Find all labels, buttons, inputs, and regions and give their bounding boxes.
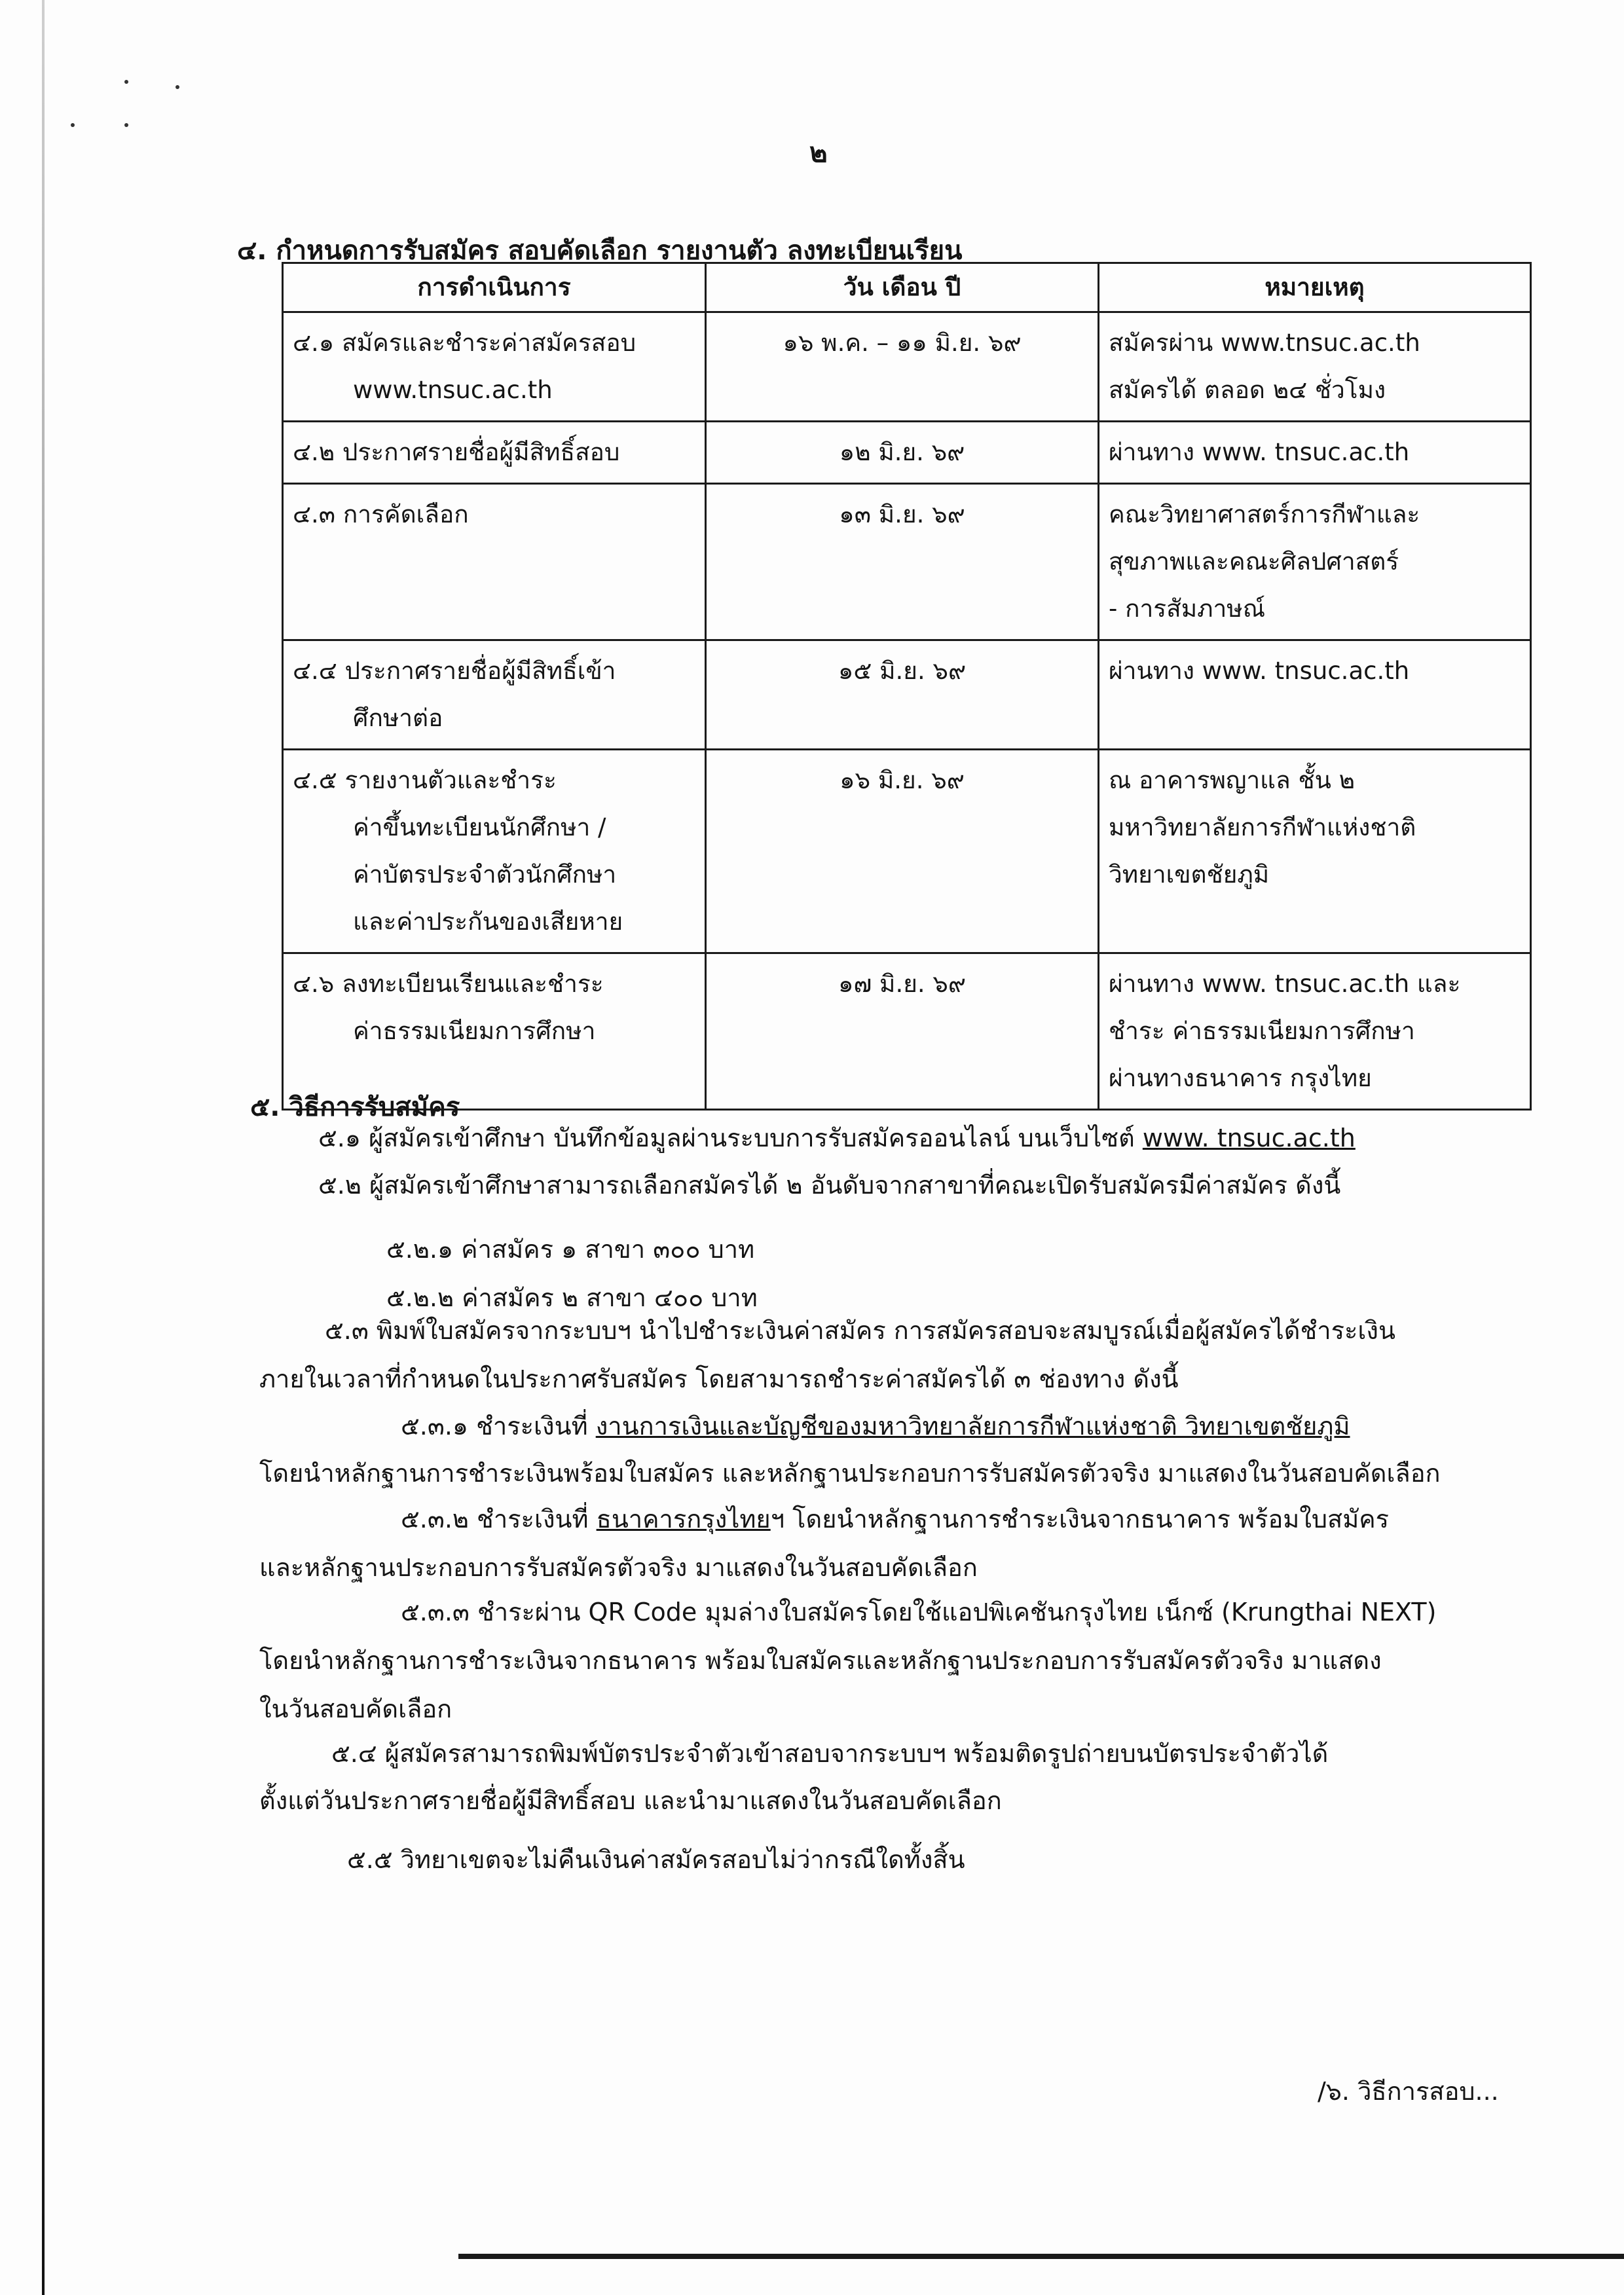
date-cell: ๑๖ พ.ค. – ๑๑ มิ.ย. ๖๙ bbox=[706, 312, 1099, 422]
item-5-2-1: ๕.๒.๑ ค่าสมัคร ๑ สาขา ๓๐๐ บาท bbox=[386, 1235, 755, 1264]
item-5-3-3-line-2: โดยนำหลักฐานการชำระเงินจากธนาคาร พร้อมใบสมัครและหลักฐานประกอบการรับสมัครตัวจริง มาแสดง bbox=[259, 1646, 1382, 1675]
item-5-3-line-2: ภายในเวลาที่กำหนดในประกาศรับสมัคร โดยสามารถชำระค่าสมัครได้ ๓ ช่องทาง ดังนี้ bbox=[259, 1365, 1179, 1393]
note-text: มหาวิทยาลัยการกีฬาแห่งชาติ bbox=[1109, 813, 1416, 841]
table-row bbox=[283, 312, 1531, 422]
scan-edge-left bbox=[42, 0, 45, 2295]
table-row bbox=[283, 953, 1531, 1110]
column-header-date: วัน เดือน ปี bbox=[706, 263, 1099, 312]
item-5-3-2-text: ๕.๓.๒ ชำระเงินที่ bbox=[401, 1505, 597, 1533]
note-cell bbox=[1099, 312, 1531, 422]
note-cell bbox=[1099, 953, 1531, 1110]
table-row bbox=[283, 422, 1531, 484]
note-cell bbox=[1099, 640, 1531, 750]
note-text: ผ่านทางธนาคาร กรุงไทย bbox=[1109, 1064, 1372, 1092]
item-5-2-2: ๕.๒.๒ ค่าสมัคร ๒ สาขา ๔๐๐ บาท bbox=[386, 1283, 758, 1312]
note-cell bbox=[1099, 422, 1531, 484]
item-5-4-line-2: ตั้งแต่วันประกาศรายชื่อผู้มีสิทธิ์สอบ และนำมาแสดงในวันสอบคัดเลือก bbox=[259, 1786, 1002, 1815]
step-text: ๔.๒ ประกาศรายชื่อผู้มีสิทธิ์สอบ bbox=[293, 438, 620, 466]
step-text: ๔.๕ รายงานตัวและชำระ bbox=[293, 766, 557, 794]
note-text: คณะวิทยาศาสตร์การกีฬาและ bbox=[1109, 500, 1420, 528]
scan-speck bbox=[71, 123, 75, 127]
item-5-1 bbox=[318, 1118, 1356, 1158]
table-row bbox=[283, 750, 1531, 953]
note-cell bbox=[1099, 484, 1531, 640]
step-text: ๔.๖ ลงทะเบียนเรียนและชำระ bbox=[293, 970, 604, 998]
note-text: ผ่านทาง www. tnsuc.ac.th bbox=[1109, 657, 1410, 685]
step-text: และค่าประกันของเสียหาย bbox=[353, 908, 623, 936]
bank-underlined: ธนาคารกรุงไทย bbox=[596, 1505, 771, 1533]
step-cell bbox=[283, 312, 706, 422]
footer-next-section: /๖. วิธีการสอบ... bbox=[1318, 2077, 1499, 2106]
page-number: ๒ bbox=[809, 136, 828, 168]
website-link[interactable]: www. tnsuc.ac.th bbox=[1142, 1124, 1356, 1152]
step-text: ๔.๔ ประกาศรายชื่อผู้มีสิทธิ์เข้า bbox=[293, 657, 616, 685]
item-5-3-1-line-2: โดยนำหลักฐานการชำระเงินพร้อมใบสมัคร และหลักฐานประกอบการรับสมัครตัวจริง มาแสดงในวันสอบคัดเลือก bbox=[259, 1459, 1441, 1488]
item-5-3-2-line-2: และหลักฐานประกอบการรับสมัครตัวจริง มาแสดงในวันสอบคัดเลือก bbox=[259, 1553, 978, 1582]
item-5-3-3-line-1: ๕.๓.๓ ชำระผ่าน QR Code มุมล่างใบสมัครโดยใช้แอปพิเคชันกรุงไทย เน็กซ์ (Krungthai NEXT) bbox=[401, 1598, 1437, 1626]
section-4-title: ๔. กำหนดการรับสมัคร สอบคัดเลือก รายงานตัว ลงทะเบียนเรียน bbox=[237, 236, 963, 266]
step-cell bbox=[283, 484, 706, 640]
table-row bbox=[283, 484, 1531, 640]
scan-speck bbox=[175, 85, 179, 89]
finance-office-underlined: งานการเงินและบัญชีของมหาวิทยาลัยการกีฬาแห่งชาติ วิทยาเขตชัยภูมิ bbox=[595, 1412, 1350, 1441]
item-5-5: ๕.๕ วิทยาเขตจะไม่คืนเงินค่าสมัครสอบไม่ว่ากรณีใดทั้งสิ้น bbox=[347, 1845, 965, 1874]
step-text: ศึกษาต่อ bbox=[353, 704, 443, 732]
note-text: สมัครได้ ตลอด ๒๔ ชั่วโมง bbox=[1109, 376, 1386, 404]
step-text: ค่าธรรมเนียมการศึกษา bbox=[353, 1017, 596, 1045]
section-5-title: ๕. วิธีการรับสมัคร bbox=[250, 1092, 460, 1122]
note-text: - การสัมภาษณ์ bbox=[1109, 595, 1266, 623]
item-5-1-text: ๕.๑ ผู้สมัครเข้าศึกษา บันทึกข้อมูลผ่านระบบการรับสมัครออนไลน์ บนเว็บไซต์ bbox=[318, 1124, 1143, 1152]
table-row bbox=[283, 640, 1531, 750]
date-cell: ๑๒ มิ.ย. ๖๙ bbox=[706, 422, 1099, 484]
column-header-note: หมายเหตุ bbox=[1099, 263, 1531, 312]
note-text: ผ่านทาง www. tnsuc.ac.th bbox=[1109, 438, 1410, 466]
date-cell: ๑๕ มิ.ย. ๖๙ bbox=[706, 640, 1099, 750]
item-5-3-2-line-1 bbox=[401, 1499, 1389, 1539]
note-text: ชำระ ค่าธรรมเนียมการศึกษา bbox=[1109, 1017, 1415, 1045]
step-text: ค่าบัตรประจำตัวนักศึกษา bbox=[353, 860, 617, 889]
column-header-step: การดำเนินการ bbox=[283, 263, 706, 312]
note-cell bbox=[1099, 750, 1531, 953]
item-5-3-1-line-1 bbox=[401, 1406, 1350, 1446]
scan-edge-bottom bbox=[458, 2254, 1624, 2259]
item-5-3-1-text: ๕.๓.๑ ชำระเงินที่ bbox=[401, 1412, 596, 1441]
step-text: ๔.๓ การคัดเลือก bbox=[293, 500, 469, 528]
note-text: สมัครผ่าน www.tnsuc.ac.th bbox=[1109, 329, 1420, 357]
note-text: วิทยาเขตชัยภูมิ bbox=[1109, 860, 1270, 889]
item-5-3-line-1: ๕.๓ พิมพ์ใบสมัครจากระบบฯ นำไปชำระเงินค่าสมัคร การสมัครสอบจะสมบูรณ์เมื่อผู้สมัครได้ชำระเงิน bbox=[325, 1316, 1395, 1345]
step-cell bbox=[283, 422, 706, 484]
note-text: สุขภาพและคณะศิลปศาสตร์ bbox=[1109, 547, 1399, 576]
schedule-table bbox=[282, 262, 1532, 1111]
step-cell bbox=[283, 640, 706, 750]
date-cell: ๑๗ มิ.ย. ๖๙ bbox=[706, 953, 1099, 1110]
table-header-row bbox=[283, 263, 1531, 312]
item-5-3-3-line-3: ในวันสอบคัดเลือก bbox=[259, 1695, 452, 1723]
note-text: ณ อาคารพญาแล ชั้น ๒ bbox=[1109, 766, 1356, 794]
date-cell: ๑๖ มิ.ย. ๖๙ bbox=[706, 750, 1099, 953]
scan-speck bbox=[124, 80, 128, 84]
step-text: ๔.๑ สมัครและชำระค่าสมัครสอบ bbox=[293, 329, 637, 357]
step-text: www.tnsuc.ac.th bbox=[353, 376, 553, 404]
step-cell bbox=[283, 750, 706, 953]
scan-speck bbox=[124, 123, 128, 127]
item-5-4-line-1: ๕.๔ ผู้สมัครสามารถพิมพ์บัตรประจำตัวเข้าสอบจากระบบฯ พร้อมติดรูปถ่ายบนบัตรประจำตัวได้ bbox=[331, 1739, 1329, 1768]
note-text: ผ่านทาง www. tnsuc.ac.th และ bbox=[1109, 970, 1461, 998]
step-text: ค่าขึ้นทะเบียนนักศึกษา / bbox=[353, 813, 606, 841]
item-5-3-2-text-rest: ฯ โดยนำหลักฐานการชำระเงินจากธนาคาร พร้อมใบสมัคร bbox=[770, 1505, 1390, 1533]
date-cell: ๑๓ มิ.ย. ๖๙ bbox=[706, 484, 1099, 640]
item-5-2: ๕.๒ ผู้สมัครเข้าศึกษาสามารถเลือกสมัครได้ ๒ อันดับจากสาขาที่คณะเปิดรับสมัครมีค่าสมัคร ดังนี้ bbox=[318, 1171, 1341, 1200]
